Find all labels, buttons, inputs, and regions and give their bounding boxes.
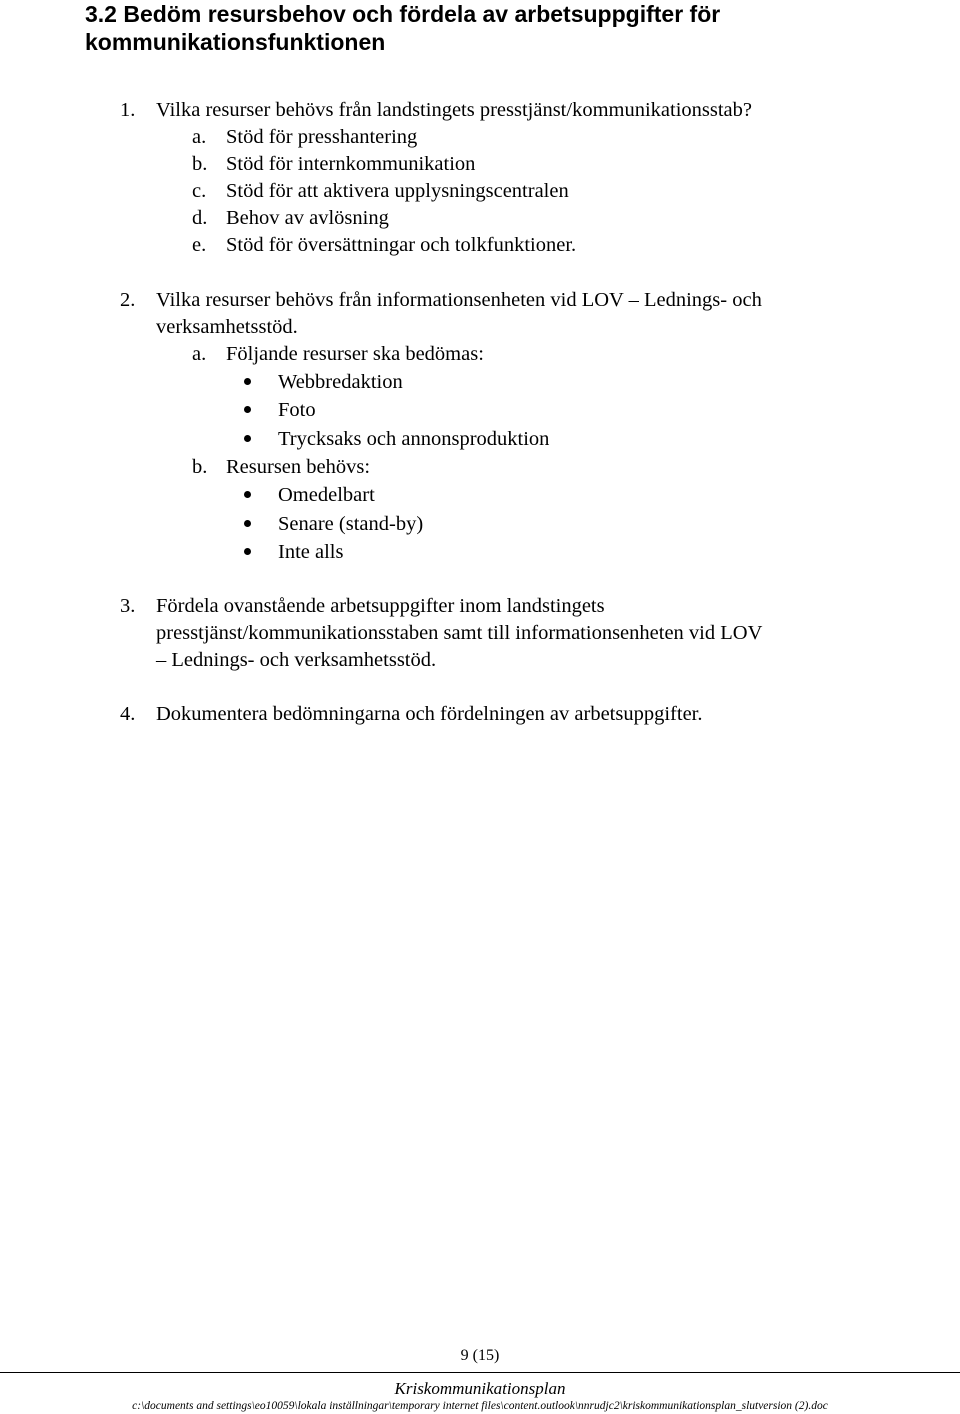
heading-line-1: 3.2 Bedöm resursbehov och fördela av arbetsuppgifter för [85,1,721,27]
item-1c-letter: c. [192,180,207,202]
item-1b-letter: b. [192,153,208,175]
section-heading [85,0,945,56]
item-1d-letter: d. [192,207,208,229]
page-number: 9 (15) [460,1347,500,1364]
item-1e-letter: e. [192,234,207,256]
footer-divider [0,1372,960,1373]
item-1b-text: Stöd för internkommunikation [226,153,476,175]
item-3-text-line-2: presstjänst/kommunikationsstaben samt till informationsenheten vid LOV [156,622,763,644]
heading-line-2: kommunikationsfunktionen [85,29,386,55]
item-2-text-line-2: verksamhetsstöd. [156,316,298,338]
document-title: Kriskommunikationsplan [394,1379,566,1398]
item-2-number: 2. [120,289,136,311]
bullet-icon [244,406,251,413]
item-2a-letter: a. [192,343,207,365]
bullet-icon [244,378,251,385]
item-1e-text: Stöd för översättningar och tolkfunktioner. [226,234,577,256]
item-4-text: Dokumentera bedömningarna och fördelningen av arbetsuppgifter. [156,703,703,725]
item-2a-bullet-3: Trycksaks och annonsproduktion [278,428,550,450]
item-1a-letter: a. [192,126,207,148]
item-1a-text: Stöd för presshantering [226,126,418,148]
item-3-text-line-1: Fördela ovanstående arbetsuppgifter inom landstingets [156,595,605,617]
item-2a-bullet-1: Webbredaktion [278,371,403,393]
item-1d-text: Behov av avlösning [226,207,389,229]
item-3-number: 3. [120,595,136,617]
item-2b-text: Resursen behövs: [226,456,371,478]
item-2b-letter: b. [192,456,208,478]
bullet-icon [244,491,251,498]
item-2a-text: Följande resurser ska bedömas: [226,343,484,365]
bullet-icon [244,435,251,442]
item-4-number: 4. [120,703,136,725]
item-2b-bullet-2: Senare (stand-by) [278,513,424,535]
item-1-text: Vilka resurser behövs från landstingets presstjänst/kommunikationsstab? [156,99,753,121]
bullet-icon [244,548,251,555]
item-1-number: 1. [120,99,136,121]
item-1c-text: Stöd för att aktivera upplysningscentralen [226,180,569,202]
item-2a-bullet-2: Foto [278,399,316,421]
bullet-icon [244,520,251,527]
document-path: c:\documents and settings\eo10059\lokala inställningar\temporary internet files\content.outlook\nnrudjc2\kriskommunikationsplan_slutversion (2).doc [132,1400,828,1412]
item-2-text-line-1: Vilka resurser behövs från informationsenheten vid LOV – Lednings- och [156,289,762,311]
item-3-text-line-3: – Lednings- och verksamhetsstöd. [156,649,437,671]
item-2b-bullet-1: Omedelbart [278,484,375,506]
item-2b-bullet-3: Inte alls [278,541,344,563]
